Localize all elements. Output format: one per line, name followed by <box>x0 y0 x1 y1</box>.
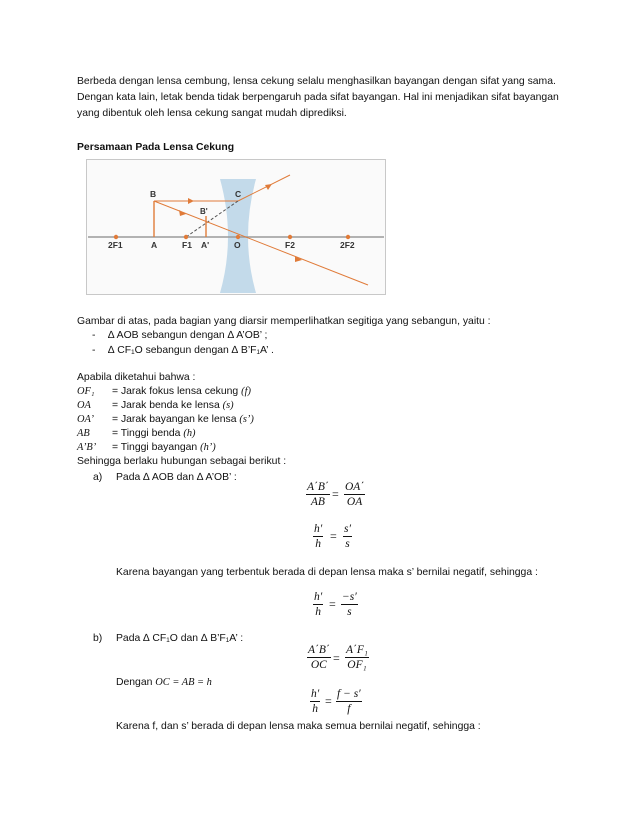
part-b-label: b) <box>93 633 103 644</box>
def-desc-5: = Tinggi bayangan (h’) <box>112 442 216 453</box>
label-f2: F2 <box>285 240 295 250</box>
a-eq1-op: = <box>332 487 339 501</box>
similar-dash-2: - <box>92 345 96 356</box>
label-a: A <box>151 240 158 250</box>
def-symbol-4: AB <box>77 428 90 439</box>
intro-line-1: Berbeda dengan lensa cembung, lensa cekung selalu menghasilkan bayangan dengan sifat yang sama. <box>77 76 556 87</box>
def-desc-3: = Jarak bayangan ke lensa (s’) <box>112 414 254 425</box>
a-eq2-op: = <box>330 529 337 543</box>
label-2f1: 2F1 <box>108 240 123 250</box>
similar-dash-1: - <box>92 330 96 341</box>
intro-line-3: yang dibentuk oleh lensa cekung sangat mudah diprediksi. <box>77 108 347 119</box>
point-2f2 <box>346 235 350 239</box>
point-f2 <box>288 235 292 239</box>
def-symbol-1: OF₁ <box>77 386 95 397</box>
def-desc-2: = Jarak benda ke lensa (s) <box>112 400 234 411</box>
b-eq2-op: = <box>325 694 332 708</box>
b-eq1-right: $\frac{\text{A΄F₁}}{\text{OF₁}}$ <box>346 644 368 671</box>
part-b-note: Karena f, dan s’ berada di depan lensa maka semua bernilai negatif, sehingga : <box>116 721 481 732</box>
label-a-prime: A' <box>201 240 210 250</box>
section-heading: Persamaan Pada Lensa Cekung <box>77 142 235 153</box>
point-f1 <box>184 235 188 239</box>
b-eq1-left: $\frac{A΄B΄}{OC}$ <box>308 644 330 671</box>
a-eq1-left: $\frac{A΄B΄}{AB}$ <box>307 481 329 508</box>
b-eq2-left: $\frac{h'}{h}$ <box>311 688 320 715</box>
a-eq2-right: $\frac{s'}{s}$ <box>344 523 351 550</box>
a-eq3-right: $\frac{-s'}{s}$ <box>342 591 357 618</box>
point-o <box>236 235 240 239</box>
diagram-caption: Gambar di atas, pada bagian yang diarsir memperlihatkan segitiga yang sebangun, yaitu : <box>77 316 491 327</box>
def-symbol-3: OA’ <box>77 414 94 425</box>
similar-text-1: ∆ AOB sebangun dengan ∆ A’OB’ ; <box>108 330 268 341</box>
label-2f2: 2F2 <box>340 240 355 250</box>
intro-line-2: Dengan kata lain, letak benda tidak berpengaruh pada sifat bayangan. Hal ini menjadikan sifat bayangan <box>77 92 559 103</box>
b-eq2-right: $\frac{f - s'}{f}$ <box>337 688 361 715</box>
similar-text-2: ∆ CF₁O sebangun dengan ∆ B’F₁A’ . <box>108 345 274 356</box>
label-b: B <box>150 189 157 199</box>
known-intro: Apabila diketahui bahwa : <box>77 372 196 383</box>
a-eq1-right: $\frac{OA΄}{OA}$ <box>345 481 365 508</box>
part-b-text: Pada ∆ CF₁O dan ∆ B’F₁A’ : <box>116 633 244 644</box>
a-eq3-op: = <box>329 597 336 611</box>
b-eq1-op: = <box>333 651 340 665</box>
label-c: C <box>235 189 242 199</box>
def-desc-1: = Jarak fokus lensa cekung (f) <box>112 386 251 397</box>
part-a-text: Pada ∆ AOB dan ∆ A’OB’ : <box>116 472 237 483</box>
concave-lens-diagram <box>86 159 386 295</box>
part-b-given: Dengan OC = AB = h <box>116 677 212 688</box>
a-eq3-left: $\frac{h'}{h}$ <box>314 591 323 618</box>
part-a-label: a) <box>93 472 103 483</box>
point-2f1 <box>114 235 118 239</box>
label-o: O <box>234 240 241 250</box>
a-eq2-left: $\frac{h'}{h}$ <box>314 523 323 550</box>
relation-intro: Sehingga berlaku hubungan sebagai berikut : <box>77 456 287 467</box>
def-symbol-2: OA <box>77 400 91 411</box>
def-symbol-5: A’B’ <box>77 442 97 453</box>
part-a-note: Karena bayangan yang terbentuk berada di depan lensa maka s’ bernilai negatif, sehingga : <box>116 567 538 578</box>
label-b-prime: B' <box>200 207 208 216</box>
def-desc-4: = Tinggi benda (h) <box>112 428 196 439</box>
label-f1: F1 <box>182 240 192 250</box>
